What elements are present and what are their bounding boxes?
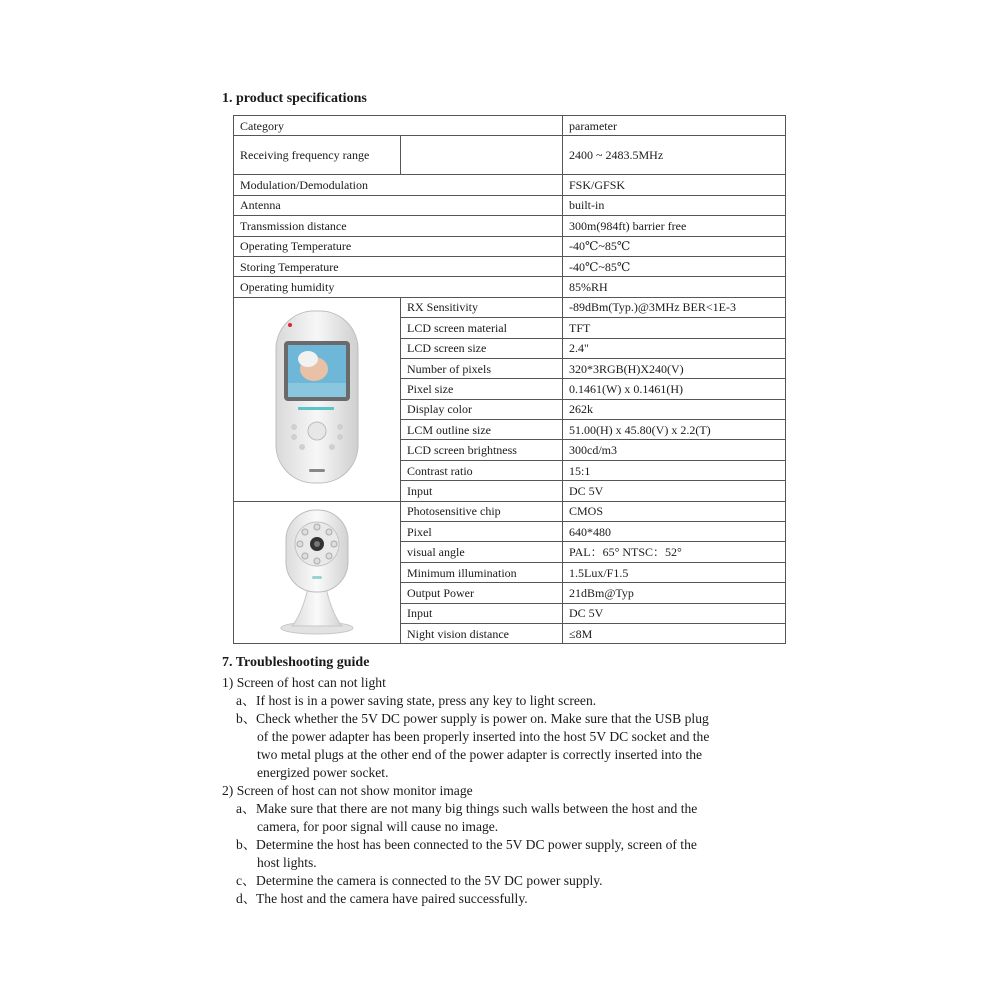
row-value: CMOS bbox=[563, 501, 786, 521]
row-value: 320*3RGB(H)X240(V) bbox=[563, 358, 786, 378]
row-value: 21dBm@Typ bbox=[563, 583, 786, 603]
camera-image-cell bbox=[234, 501, 401, 644]
row-label: Number of pixels bbox=[401, 358, 563, 378]
row-value: DC 5V bbox=[563, 481, 786, 501]
row-label: Pixel bbox=[401, 522, 563, 542]
row-value: 2.4" bbox=[563, 338, 786, 358]
monitor-image-cell bbox=[234, 297, 401, 501]
row-label: Pixel size bbox=[401, 379, 563, 399]
table-header-row bbox=[234, 116, 786, 136]
troubleshooting-item-2-title: 2) Screen of host can not show monitor image bbox=[222, 783, 473, 798]
item-text: Determine the camera is connected to the 5V DC power supply. bbox=[256, 873, 603, 888]
row-label: Photosensitive chip bbox=[401, 501, 563, 521]
row-value: 51.00(H) x 45.80(V) x 2.2(T) bbox=[563, 420, 786, 440]
row-value: 2400 ~ 2483.5MHz bbox=[563, 136, 786, 175]
item-text: Make sure that there are not many big things such walls between the host and the bbox=[256, 801, 698, 816]
spec-section-heading: 1. product specifications bbox=[222, 91, 367, 106]
empty-cell bbox=[401, 136, 563, 175]
troubleshooting-item-2d bbox=[236, 890, 796, 908]
troubleshooting-item-1-title: 1) Screen of host can not light bbox=[222, 675, 386, 690]
table-row bbox=[234, 195, 786, 215]
baby-camera-illustration bbox=[262, 504, 372, 638]
row-value: FSK/GFSK bbox=[563, 175, 786, 195]
table-row bbox=[234, 236, 786, 256]
spec-table bbox=[233, 115, 786, 644]
item-marker: a、 bbox=[236, 693, 256, 708]
troubleshooting-item-2a bbox=[236, 800, 796, 836]
row-label: Display color bbox=[401, 399, 563, 419]
row-label: LCM outline size bbox=[401, 420, 563, 440]
item-marker: c、 bbox=[236, 873, 256, 888]
item-text: Check whether the 5V DC power supply is power on. Make sure that the USB plug bbox=[256, 711, 709, 726]
row-value: built-in bbox=[563, 195, 786, 215]
troubleshooting-item-1b bbox=[236, 710, 796, 782]
row-value: ≤8M bbox=[563, 623, 786, 643]
row-label: Input bbox=[401, 603, 563, 623]
row-label: Transmission distance bbox=[234, 216, 563, 236]
troubleshooting-item-2b bbox=[236, 836, 796, 872]
table-row bbox=[234, 297, 786, 317]
row-label: Minimum illumination bbox=[401, 562, 563, 582]
row-value: DC 5V bbox=[563, 603, 786, 623]
row-value: 640*480 bbox=[563, 522, 786, 542]
row-label: Contrast ratio bbox=[401, 460, 563, 480]
row-label: visual angle bbox=[401, 542, 563, 562]
row-label: LCD screen material bbox=[401, 318, 563, 338]
troubleshooting-item-1a bbox=[236, 692, 796, 710]
row-label: Receiving frequency range bbox=[234, 136, 401, 175]
row-label: Operating Temperature bbox=[234, 236, 563, 256]
row-label: Output Power bbox=[401, 583, 563, 603]
row-value: PAL：65° NTSC：52° bbox=[563, 542, 786, 562]
row-value: 1.5Lux/F1.5 bbox=[563, 562, 786, 582]
row-value: 85%RH bbox=[563, 277, 786, 297]
row-label: RX Sensitivity bbox=[401, 297, 563, 317]
item-text-continued: two metal plugs at the other end of the power adapter is correctly inserted into the bbox=[257, 747, 703, 762]
troubleshooting-heading: 7. Troubleshooting guide bbox=[222, 655, 370, 670]
row-value: -40℃~85℃ bbox=[563, 256, 786, 276]
troubleshooting-item-2c bbox=[236, 872, 796, 890]
row-label: LCD screen size bbox=[401, 338, 563, 358]
row-label: Modulation/Demodulation bbox=[234, 175, 563, 195]
item-text-continued: camera, for poor signal will cause no image. bbox=[257, 819, 499, 834]
table-row bbox=[234, 501, 786, 521]
item-marker: a、 bbox=[236, 801, 256, 816]
header-category: Category bbox=[234, 116, 563, 136]
row-value: 300m(984ft) barrier free bbox=[563, 216, 786, 236]
table-row bbox=[234, 136, 786, 175]
item-text-continued: energized power socket. bbox=[257, 765, 389, 780]
row-label: Antenna bbox=[234, 195, 563, 215]
table-row bbox=[234, 256, 786, 276]
item-marker: b、 bbox=[236, 711, 257, 726]
row-value: 300cd/m3 bbox=[563, 440, 786, 460]
row-value: TFT bbox=[563, 318, 786, 338]
item-text: If host is in a power saving state, press any key to light screen. bbox=[256, 693, 597, 708]
item-marker: b、 bbox=[236, 837, 257, 852]
table-row bbox=[234, 277, 786, 297]
row-value: 262k bbox=[563, 399, 786, 419]
row-label: Storing Temperature bbox=[234, 256, 563, 276]
row-label: LCD screen brightness bbox=[401, 440, 563, 460]
item-text: The host and the camera have paired successfully. bbox=[256, 891, 528, 906]
row-label: Night vision distance bbox=[401, 623, 563, 643]
row-value: 0.1461(W) x 0.1461(H) bbox=[563, 379, 786, 399]
item-text: Determine the host has been connected to the 5V DC power supply, screen of the bbox=[256, 837, 697, 852]
row-value: 15:1 bbox=[563, 460, 786, 480]
row-label: Input bbox=[401, 481, 563, 501]
item-text-continued: host lights. bbox=[257, 855, 317, 870]
baby-monitor-illustration bbox=[262, 303, 372, 493]
table-row bbox=[234, 175, 786, 195]
header-parameter: parameter bbox=[563, 116, 786, 136]
item-text-continued: of the power adapter has been properly inserted into the host 5V DC socket and the bbox=[257, 729, 710, 744]
table-row bbox=[234, 216, 786, 236]
item-marker: d、 bbox=[236, 891, 257, 906]
row-value: -40℃~85℃ bbox=[563, 236, 786, 256]
row-label: Operating humidity bbox=[234, 277, 563, 297]
row-value: -89dBm(Typ.)@3MHz BER<1E-3 bbox=[563, 297, 786, 317]
